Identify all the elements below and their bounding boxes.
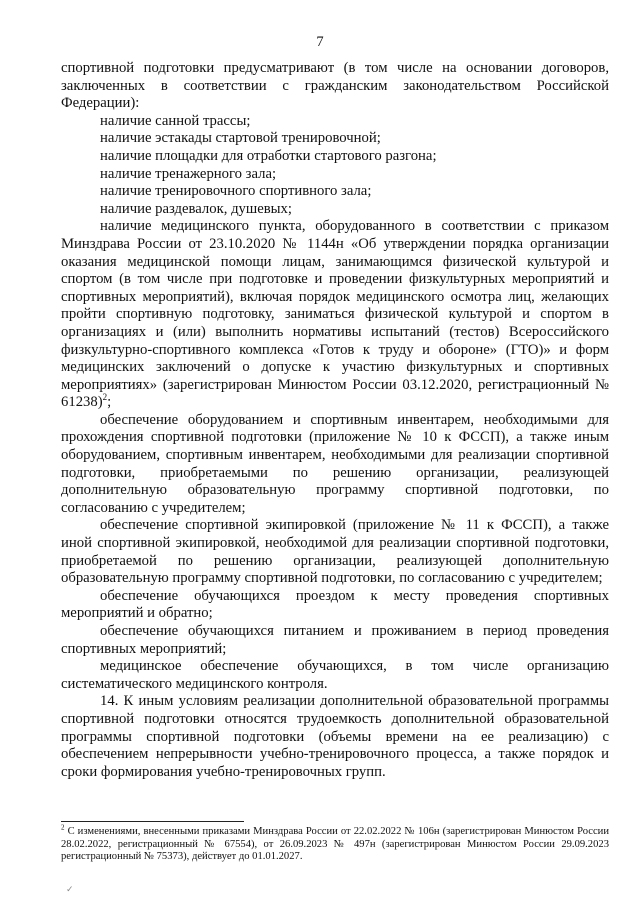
section-14-paragraph: 14. К иным условиям реализации дополнительной образовательной программы спортивной подготовки относятся трудоемкость дополнительной образовательной программы спортивной подготовки (объемы времени на ее реализацию) с обеспечением непрерывности учебно-тренировочного процесса, а также порядок и сроки формирования учебно-тренировочных групп. [61,693,609,780]
page-number: 7 [316,34,324,50]
document-body [61,60,609,781]
list-item-locker-rooms: наличие раздевалок, душевых; [100,200,292,217]
medical-point-paragraph [61,218,609,412]
travel-paragraph: обеспечение обучающихся проездом к месту проведения спортивных мероприятий и обратно; [61,587,609,622]
list-item-start-area: наличие площадки для отработки стартового разгона; [100,147,437,164]
medical-point-tail: ; [107,394,112,411]
medical-point-text: наличие медицинского пункта, оборудованного в соответствии с приказом Минздрава России от 23.10.2020 № 1144н «Об утверждении порядка организации оказания медицинской помощи лицам, занимающимся физической культурой и спортом (в том числе при подготовке и проведении физкультурных мероприятий и спортивных мероприятий), включая порядок медицинского осмотра лиц, желающих пройти спортивную подготовку, заниматься физической культурой и спортом в организациях и (или) выполнить нормативы испытаний (тестов) Всероссийского физкультурно-спортивного комплекса «Готов к труду и обороне» (ГТО)» и форм медицинских заключений о допуске к участию физкультурных и спортивных мероприятиях» (зарегистрирован Минюстом России 03.12.2020, регистрационный № 61238) [61,218,609,411]
footnote-marker: 2 [61,823,65,832]
equipment-paragraph: обеспечение оборудованием и спортивным инвентарем, необходимыми для прохождения спортивной подготовки (приложение № 10 к ФССП), а также иным оборудованием, спортивным инвентарем, необходимыми для реализации спортивной подготовки, приобретаемыми по решению организации, реализующей дополнительную образовательную программу спортивной подготовки, по согласованию с учредителем; [61,411,609,516]
sports-gear-paragraph: обеспечение спортивной экипировкой (приложение № 11 к ФССП), а также иной спортивной экипировкой, необходимой для реализации спортивной подготовки, приобретаемой по решению организации, реализующей дополнительную образовательную программу спортивной подготовки, по согласованию с учредителем; [61,517,609,587]
list-item-sled-track: наличие санной трассы; [100,112,251,129]
footnote-divider [61,821,244,822]
footnote-reference[interactable]: 2 [102,392,108,403]
list-item-sports-hall: наличие тренировочного спортивного зала; [100,183,372,200]
footnote-text: С изменениями, внесенными приказами Минздрава России от 22.02.2022 № 106н (зарегистрирован Минюстом России 28.02.2022, регистрационный № 67554), от 26.09.2023 № 497н (зарегистрирован Минюстом России 29.09.2023 регистрационный № 75373), действует до 01.01.2027. [61,826,609,862]
margin-mark: ✓ [66,884,74,894]
food-lodging-paragraph: обеспечение обучающихся питанием и проживанием в период проведения спортивных мероприятий; [61,623,609,657]
intro-paragraph: спортивной подготовки предусматривают (в том числе на основании договоров, заключенных в соответствии с гражданским законодательством Российской Федерации): [61,60,609,112]
list-item-start-ramp: наличие эстакады стартовой тренировочной; [100,130,381,147]
footnote [61,823,609,864]
medical-support-paragraph: медицинское обеспечение обучающихся, в том числе организацию систематического медицинского контроля. [61,658,609,692]
list-item-gym: наличие тренажерного зала; [100,165,277,182]
